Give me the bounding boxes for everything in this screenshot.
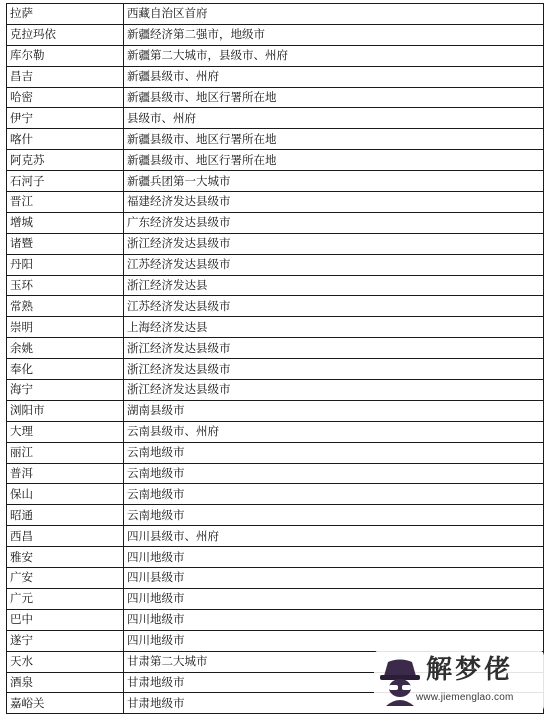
city-description-cell: 湖南县级市: [124, 400, 544, 421]
city-name-cell: 雅安: [7, 547, 124, 568]
city-description-cell: 新疆经济第二强市，地级市: [124, 24, 544, 45]
city-description-cell: 四川地级市: [124, 630, 544, 651]
city-description-cell: 新疆县级市、地区行署所在地: [124, 129, 544, 150]
table-row: [7, 484, 544, 505]
table-row: [7, 129, 544, 150]
city-description-cell: 四川地级市: [124, 609, 544, 630]
table-row: [7, 609, 544, 630]
city-description-cell: 四川地级市: [124, 588, 544, 609]
city-description-cell: 云南地级市: [124, 505, 544, 526]
city-name-cell: 增城: [7, 212, 124, 233]
table-row: [7, 24, 544, 45]
city-name-cell: 丽江: [7, 442, 124, 463]
table-row: [7, 275, 544, 296]
city-name-cell: 大理: [7, 421, 124, 442]
city-name-cell: 崇明: [7, 317, 124, 338]
city-description-cell: 浙江经济发达县级市: [124, 338, 544, 359]
table-row: [7, 192, 544, 213]
city-name-cell: 普洱: [7, 463, 124, 484]
table-row: [7, 171, 544, 192]
table-row: [7, 254, 544, 275]
city-description-cell: 四川县级市、州府: [124, 526, 544, 547]
city-name-cell: 哈密: [7, 87, 124, 108]
city-description-cell: 县级市、州府: [124, 108, 544, 129]
city-description-cell: 云南地级市: [124, 463, 544, 484]
city-name-cell: 库尔勒: [7, 45, 124, 66]
city-description-cell: 广东经济发达县级市: [124, 212, 544, 233]
site-watermark: [374, 650, 544, 712]
table-row: [7, 568, 544, 589]
city-name-cell: 巴中: [7, 609, 124, 630]
city-description-cell: 新疆第二大城市，县级市、州府: [124, 45, 544, 66]
table-row: [7, 233, 544, 254]
table-body: [7, 4, 544, 714]
table-row: [7, 317, 544, 338]
table-row: [7, 547, 544, 568]
table-row: [7, 630, 544, 651]
table-row: [7, 4, 544, 25]
city-name-cell: 阿克苏: [7, 150, 124, 171]
city-description-cell: 新疆县级市、地区行署所在地: [124, 150, 544, 171]
table-row: [7, 505, 544, 526]
table-row: [7, 66, 544, 87]
city-description-cell: 浙江经济发达县级市: [124, 233, 544, 254]
city-description-cell: 甘肃地级市: [124, 693, 544, 714]
city-name-cell: 克拉玛依: [7, 24, 124, 45]
table-row: [7, 380, 544, 401]
city-description-cell: 云南地级市: [124, 442, 544, 463]
table-row: [7, 588, 544, 609]
city-description-cell: 新疆县级市、地区行署所在地: [124, 87, 544, 108]
city-description-cell: 浙江经济发达县: [124, 275, 544, 296]
city-description-cell: 云南地级市: [124, 484, 544, 505]
city-name-cell: 常熟: [7, 296, 124, 317]
table-row: [7, 150, 544, 171]
city-description-cell: 甘肃地级市: [124, 672, 544, 693]
city-description-cell: 江苏经济发达县级市: [124, 296, 544, 317]
city-name-cell: 保山: [7, 484, 124, 505]
city-name-cell: 昌吉: [7, 66, 124, 87]
watermark-url: www.jiemenglao.com: [416, 692, 514, 703]
city-name-cell: 昭通: [7, 505, 124, 526]
table-row: [7, 359, 544, 380]
table-row: [7, 400, 544, 421]
city-table: [6, 3, 544, 714]
city-name-cell: 诸暨: [7, 233, 124, 254]
watermark-site-name: 解梦佬: [426, 655, 514, 685]
city-name-cell: 玉环: [7, 275, 124, 296]
city-name-cell: 喀什: [7, 129, 124, 150]
city-description-cell: 云南县级市、州府: [124, 421, 544, 442]
table-row: [7, 526, 544, 547]
city-name-cell: 伊宁: [7, 108, 124, 129]
table-row: [7, 108, 544, 129]
city-name-cell: 丹阳: [7, 254, 124, 275]
table-row: [7, 212, 544, 233]
city-description-cell: 西藏自治区首府: [124, 4, 544, 25]
table-row: [7, 338, 544, 359]
city-description-cell: 浙江经济发达县级市: [124, 359, 544, 380]
table-row: [7, 296, 544, 317]
city-description-cell: 江苏经济发达县级市: [124, 254, 544, 275]
city-name-cell: 海宁: [7, 380, 124, 401]
city-name-cell: 余姚: [7, 338, 124, 359]
city-name-cell: 广安: [7, 568, 124, 589]
table-row: [7, 463, 544, 484]
table-row: [7, 442, 544, 463]
city-name-cell: 奉化: [7, 359, 124, 380]
city-name-cell: 嘉峪关: [7, 693, 124, 714]
city-description-cell: 甘肃第二大城市: [124, 651, 544, 672]
city-description-cell: 浙江经济发达县级市: [124, 380, 544, 401]
table-row: [7, 45, 544, 66]
city-name-cell: 酒泉: [7, 672, 124, 693]
city-description-cell: 四川地级市: [124, 547, 544, 568]
city-name-cell: 石河子: [7, 171, 124, 192]
table-row: [7, 421, 544, 442]
city-name-cell: 晋江: [7, 192, 124, 213]
city-name-cell: 广元: [7, 588, 124, 609]
city-description-cell: 新疆兵团第一大城市: [124, 171, 544, 192]
city-name-cell: 西昌: [7, 526, 124, 547]
city-name-cell: 天水: [7, 651, 124, 672]
city-description-cell: 四川县级市: [124, 568, 544, 589]
city-description-cell: 新疆县级市、州府: [124, 66, 544, 87]
city-name-cell: 拉萨: [7, 4, 124, 25]
table-row: [7, 87, 544, 108]
city-description-cell: 上海经济发达县: [124, 317, 544, 338]
city-name-cell: 遂宁: [7, 630, 124, 651]
city-description-cell: 福建经济发达县级市: [124, 192, 544, 213]
city-name-cell: 浏阳市: [7, 400, 124, 421]
